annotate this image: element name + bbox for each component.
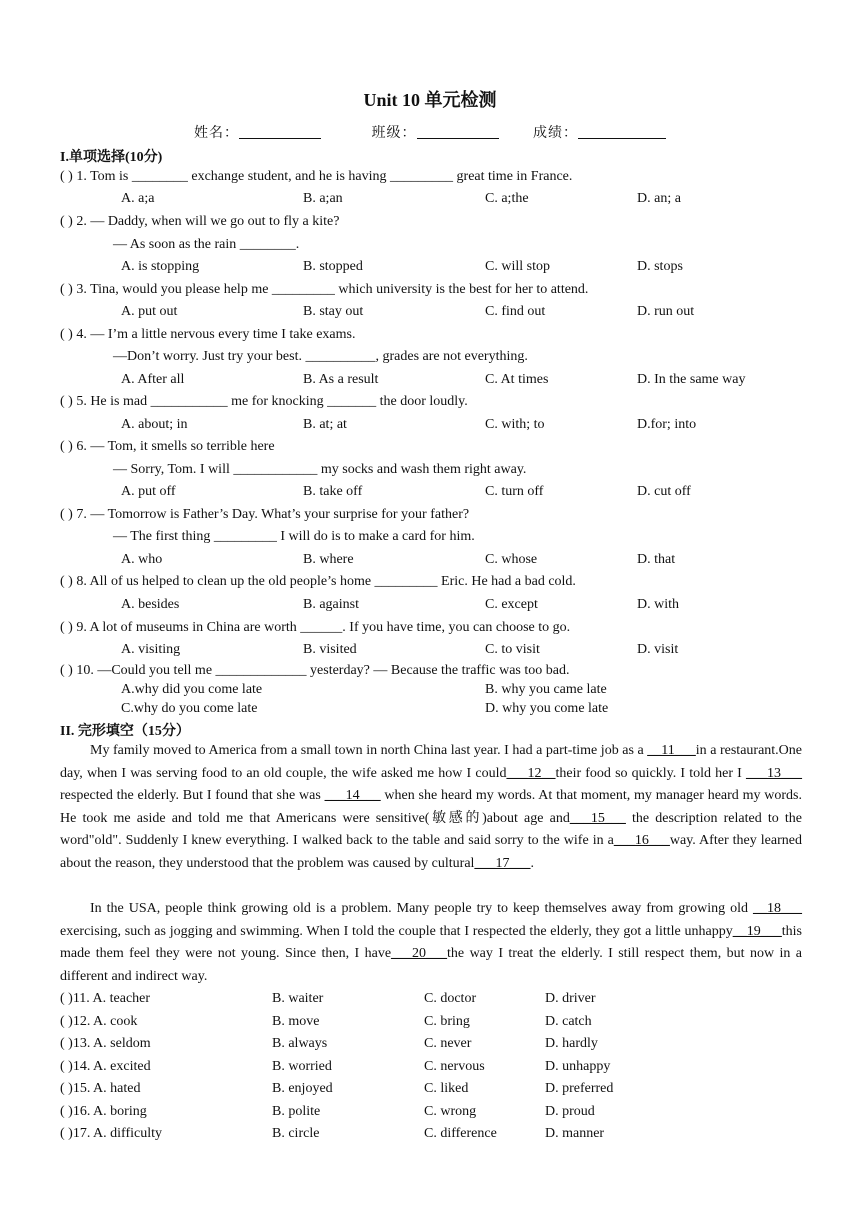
cloze-choice-12-b[interactable]: B. move	[272, 1013, 320, 1029]
cloze-choice-17-a[interactable]: ( )17. A. difficulty	[60, 1126, 163, 1141]
cloze-text: .	[530, 855, 534, 871]
question-8-stem: ( ) 8. All of us helped to clean up the old people’s home _________ Eric. He had a bad cold.	[60, 574, 576, 589]
question-10-option-a[interactable]: A.why did you come late	[121, 682, 263, 697]
cloze-text: their food so quickly. I told her I	[555, 765, 746, 781]
cloze-choice-15-b[interactable]: B. enjoyed	[272, 1081, 333, 1096]
question-6-option-a[interactable]: A. put off	[121, 484, 176, 499]
question-2-option-a[interactable]: A. is stopping	[121, 259, 200, 274]
cloze-choice-14-d[interactable]: D. unhappy	[545, 1058, 611, 1074]
question-3-stem: ( ) 3. Tina, would you please help me _________ which university is the best for her to attend.	[60, 282, 589, 297]
student-info-row	[0, 122, 860, 142]
cloze-choice-13-a[interactable]: ( )13. A. seldom	[60, 1036, 151, 1051]
cloze-choice-16-c[interactable]: C. wrong	[424, 1103, 477, 1119]
question-6-stem: — Sorry, Tom. I will ____________ my socks and wash them right away.	[113, 462, 527, 477]
question-2-option-c[interactable]: C. will stop	[485, 259, 550, 274]
name-label: 姓名：	[194, 126, 239, 141]
cloze-choice-14-b[interactable]: B. worried	[272, 1058, 332, 1074]
question-5-option-c[interactable]: C. with; to	[485, 417, 545, 432]
question-6-stem: ( ) 6. — Tom, it smells so terrible here	[60, 439, 275, 454]
cloze-choice-16-d[interactable]: D. proud	[545, 1103, 595, 1119]
cloze-choice-13-b[interactable]: B. always	[272, 1036, 328, 1051]
question-6-option-b[interactable]: B. take off	[303, 484, 363, 499]
cloze-text: the way I treat the elderly. I still respect them, but now in a different and indirect way.	[60, 946, 803, 984]
cloze-choice-11-c[interactable]: C. doctor	[424, 991, 477, 1006]
question-1-option-b[interactable]: B. a;an	[303, 191, 343, 206]
cloze-choice-14-c[interactable]: C. nervous	[424, 1058, 485, 1074]
question-7-option-b[interactable]: B. where	[303, 552, 354, 567]
section2-heading: II. 完形填空（15分）	[60, 724, 190, 739]
question-8-option-c[interactable]: C. except	[485, 597, 538, 612]
question-3-option-c[interactable]: C. find out	[485, 304, 546, 319]
question-10-option-d[interactable]: D. why you come late	[485, 701, 609, 716]
cloze-blank[interactable]: __18___	[753, 901, 802, 916]
cloze-text: exercising, such as jogging and swimming. When I told the couple that I respected the elderly, they got a little unhappy	[60, 923, 733, 939]
cloze-choice-16-a[interactable]: ( )16. A. boring	[60, 1103, 147, 1119]
question-5-option-a[interactable]: A. about; in	[121, 417, 188, 432]
class-label: 班级：	[371, 126, 417, 141]
question-6-option-d[interactable]: D. cut off	[637, 484, 691, 499]
score-field	[533, 122, 666, 142]
question-2-stem: ( ) 2. — Daddy, when will we go out to fly a kite?	[60, 214, 340, 229]
cloze-blank[interactable]: ___13___	[746, 765, 802, 781]
question-10-option-b[interactable]: B. why you came late	[485, 682, 607, 697]
question-1-option-a[interactable]: A. a;a	[121, 191, 155, 206]
cloze-paragraph-2	[60, 898, 802, 988]
cloze-choice-11-d[interactable]: D. driver	[545, 991, 596, 1006]
question-1-stem: ( ) 1. Tom is ________ exchange student, and he is having _________ great time in France.	[60, 169, 573, 184]
question-5-option-b[interactable]: B. at; at	[303, 417, 347, 432]
question-4-option-b[interactable]: B. As a result	[303, 372, 379, 387]
cloze-text: In the USA, people think growing old is a problem. Many people try to keep themselves away from growing old	[90, 901, 753, 916]
question-3-option-a[interactable]: A. put out	[121, 304, 178, 319]
section1-heading: I.单项选择(10分)	[60, 150, 163, 165]
question-2-stem: — As soon as the rain ________.	[113, 237, 300, 252]
question-2-option-d[interactable]: D. stops	[637, 259, 683, 274]
cloze-blank[interactable]: ___15___	[569, 810, 626, 826]
question-4-option-d[interactable]: D. In the same way	[637, 372, 746, 387]
cloze-choice-11-a[interactable]: ( )11. A. teacher	[60, 991, 151, 1006]
question-7-option-a[interactable]: A. who	[121, 552, 163, 567]
question-9-option-a[interactable]: A. visiting	[121, 642, 181, 657]
question-10-stem: ( ) 10. —Could you tell me _____________ yesterday? — Because the traffic was too bad.	[60, 663, 570, 678]
cloze-choice-14-a[interactable]: ( )14. A. excited	[60, 1058, 151, 1074]
question-4-option-c[interactable]: C. At times	[485, 372, 549, 387]
question-4-option-a[interactable]: A. After all	[121, 372, 185, 387]
cloze-text: this made them feel they were not young. Since then, I have	[60, 923, 802, 962]
question-8-option-b[interactable]: B. against	[303, 597, 359, 612]
cloze-choice-11-b[interactable]: B. waiter	[272, 991, 324, 1006]
question-1-option-d[interactable]: D. an; a	[637, 191, 681, 206]
class-blank[interactable]	[417, 124, 499, 139]
question-9-option-b[interactable]: B. visited	[303, 642, 357, 657]
name-field	[194, 122, 321, 142]
question-3-option-b[interactable]: B. stay out	[303, 304, 364, 319]
cloze-choice-12-d[interactable]: D. catch	[545, 1013, 592, 1029]
cloze-choice-17-b[interactable]: B. circle	[272, 1126, 320, 1141]
question-4-stem: ( ) 4. — I’m a little nervous every time I take exams.	[60, 327, 356, 342]
cloze-choice-17-c[interactable]: C. difference	[424, 1126, 497, 1141]
question-5-stem: ( ) 5. He is mad ___________ me for knocking _______ the door loudly.	[60, 394, 468, 409]
question-2-option-b[interactable]: B. stopped	[303, 259, 363, 274]
cloze-blank[interactable]: ___14___	[324, 788, 381, 804]
name-blank[interactable]	[239, 124, 321, 139]
cloze-paragraph-1	[60, 740, 802, 876]
question-9-option-d[interactable]: D. visit	[637, 642, 679, 657]
question-5-option-d[interactable]: D.for; into	[637, 417, 697, 432]
cloze-text: My family moved to America from a small town in north China last year. I had a part-time job as a	[90, 743, 648, 758]
question-3-option-d[interactable]: D. run out	[637, 304, 695, 319]
question-7-stem: ( ) 7. — Tomorrow is Father’s Day. What’s your surprise for your father?	[60, 507, 470, 522]
cloze-choice-12-c[interactable]: C. bring	[424, 1013, 470, 1029]
question-4-stem: —Don’t worry. Just try your best. __________, grades are not everything.	[113, 349, 528, 364]
question-9-stem: ( ) 9. A lot of museums in China are worth ______. If you have time, you can choose to go.	[60, 620, 571, 635]
class-field	[372, 122, 499, 142]
question-9-option-c[interactable]: C. to visit	[485, 642, 540, 657]
cloze-choice-15-d[interactable]: D. preferred	[545, 1081, 614, 1096]
question-8-option-d[interactable]: D. with	[637, 597, 679, 612]
cloze-text: when she heard my words. At that moment, my manager heard my words. He took me aside and told me that Americans were sensitive(敏感的)about age and	[60, 788, 803, 826]
page-title: Unit 10 单元检测	[363, 90, 497, 110]
question-8-option-a[interactable]: A. besides	[121, 597, 180, 612]
cloze-choice-12-a[interactable]: ( )12. A. cook	[60, 1013, 138, 1029]
question-6-option-c[interactable]: C. turn off	[485, 484, 544, 499]
cloze-choice-13-d[interactable]: D. hardly	[545, 1036, 598, 1051]
cloze-choice-13-c[interactable]: C. never	[424, 1036, 472, 1051]
cloze-text: respected the elderly. But I found that she was	[60, 788, 325, 804]
cloze-text: the description related to the word"old". Suddenly I knew everything. I walked back to the table and said sorry to the wife in a	[60, 810, 802, 849]
question-7-stem: — The first thing _________ I will do is to make a card for him.	[113, 529, 475, 544]
cloze-blank[interactable]: __11___	[647, 743, 696, 758]
cloze-blank[interactable]: ___17___	[474, 855, 531, 871]
cloze-choice-16-b[interactable]: B. polite	[272, 1103, 321, 1119]
question-7-option-d[interactable]: D. that	[637, 552, 676, 567]
cloze-text: way. After they learned about the reason, they understood that the problem was caused by cultural	[60, 833, 802, 871]
cloze-blank[interactable]: ___16___	[613, 833, 670, 849]
cloze-blank[interactable]: ___12__	[506, 765, 556, 781]
question-10-option-c[interactable]: C.why do you come late	[121, 701, 258, 716]
cloze-text: in a restaurant.One day, when I was serving food to an old couple, the wife asked me how I could	[60, 743, 802, 781]
score-label: 成绩：	[533, 126, 578, 141]
score-blank[interactable]	[578, 124, 666, 139]
question-1-option-c[interactable]: C. a;the	[485, 191, 529, 206]
question-7-option-c[interactable]: C. whose	[485, 552, 538, 567]
cloze-blank[interactable]: ___20___	[391, 946, 448, 962]
cloze-choice-15-c[interactable]: C. liked	[424, 1081, 469, 1096]
cloze-choice-15-a[interactable]: ( )15. A. hated	[60, 1081, 141, 1096]
cloze-choice-17-d[interactable]: D. manner	[545, 1126, 605, 1141]
cloze-blank[interactable]: __19___	[732, 923, 782, 939]
